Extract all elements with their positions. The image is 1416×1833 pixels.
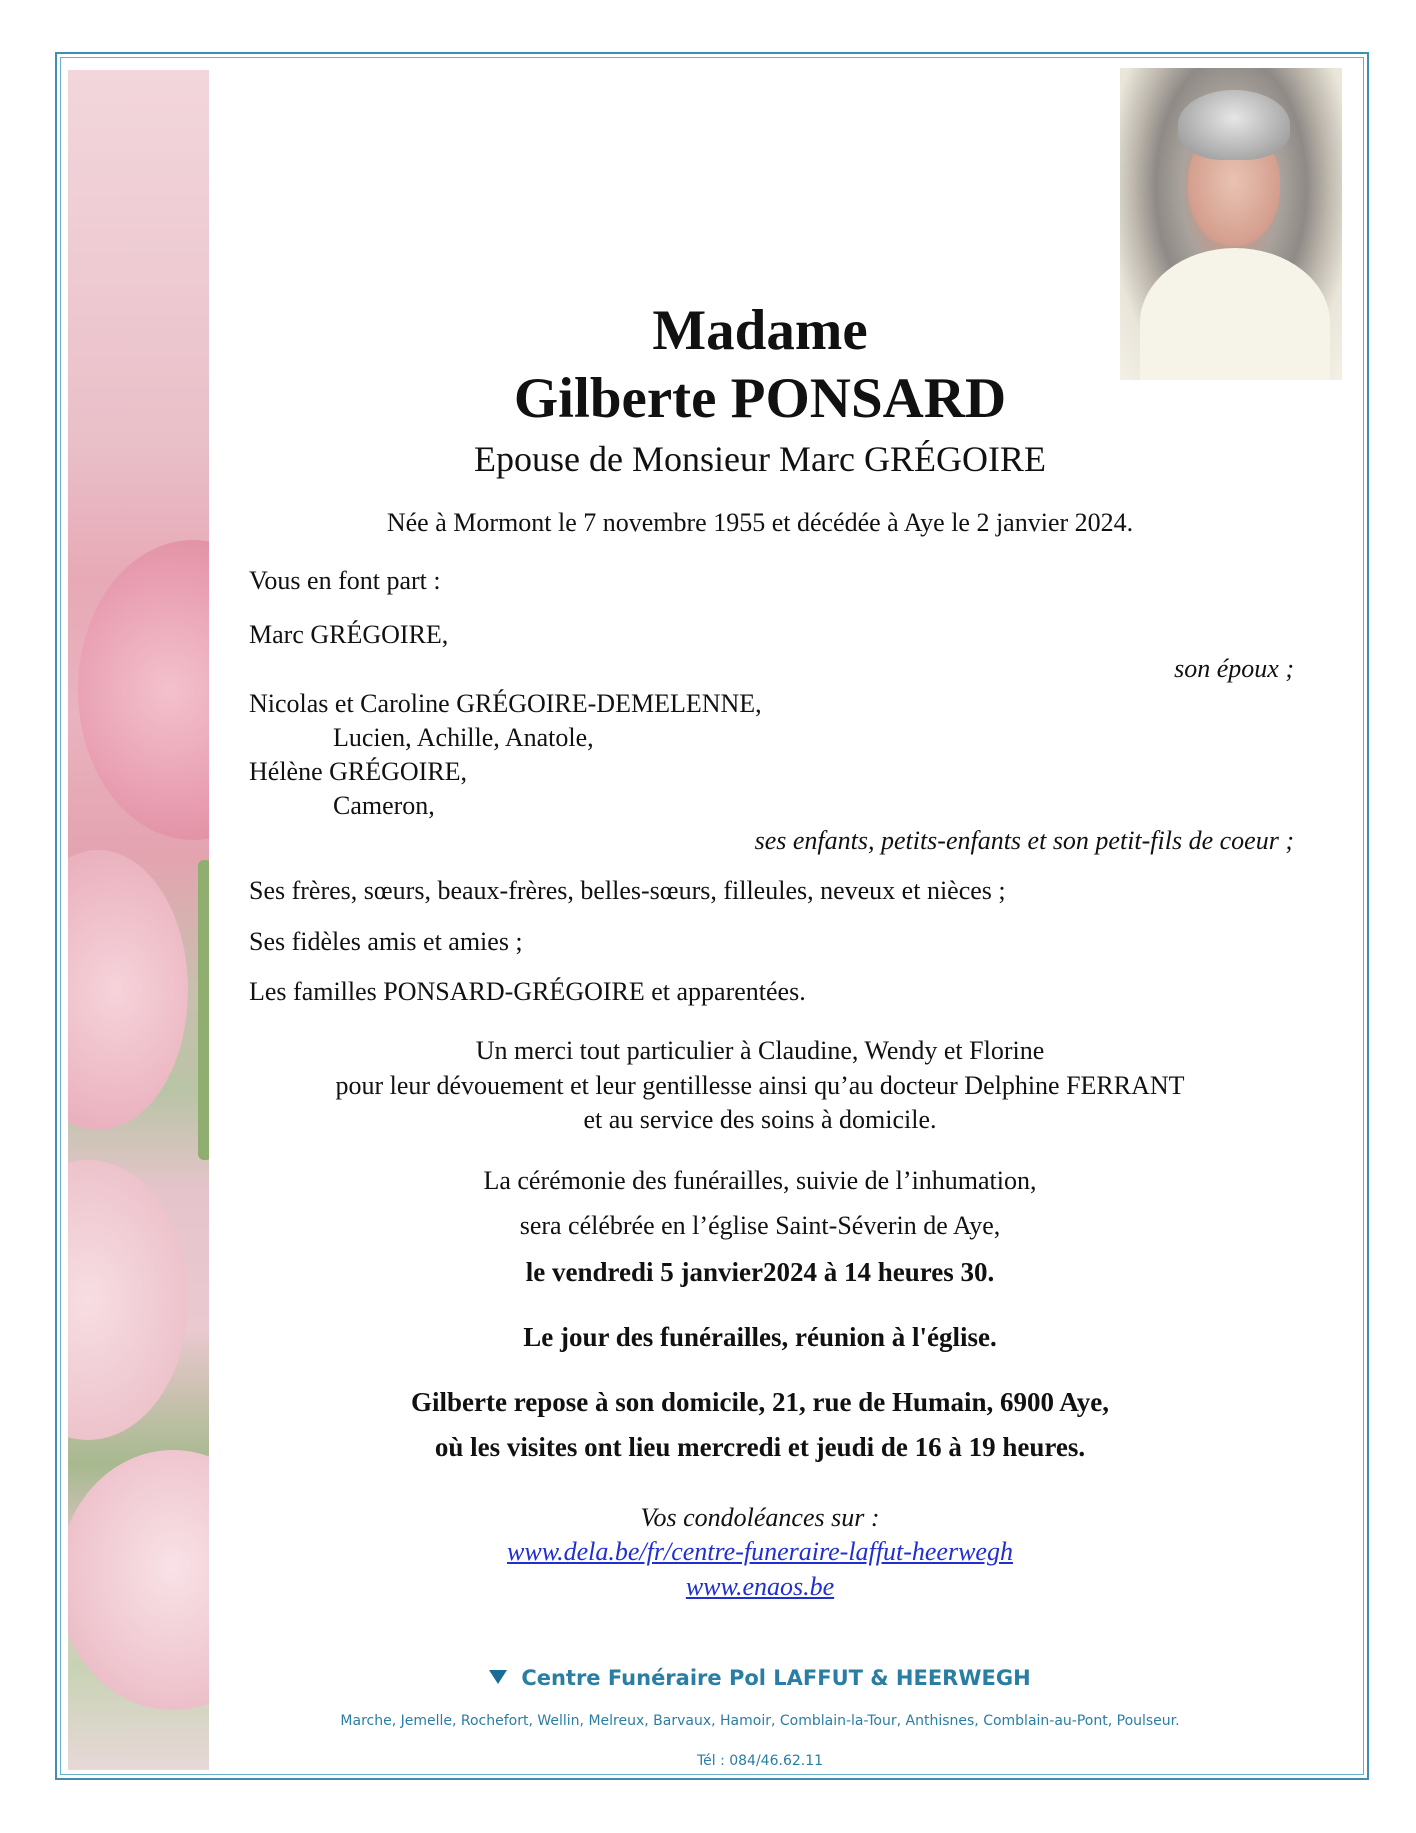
flower-decoration-strip	[68, 70, 209, 1770]
rest-line: Gilberte repose à son domicile, 21, rue de Humain, 6900 Aye,	[411, 1387, 1109, 1417]
funeral-home-name: Centre Funéraire Pol LAFFUT & HEERWEGH	[521, 1666, 1031, 1690]
birth-death-line: Née à Mormont le 7 novembre 1955 et décédée à Aye le 2 janvier 2024.	[386, 508, 1134, 537]
siblings-line: Ses frères, sœurs, beaux-frères, belles-sœurs, filleules, neveux et nièces ;	[249, 876, 1006, 905]
condolences-link-dela[interactable]: www.dela.be/fr/centre-funeraire-laffut-heerwegh	[507, 1537, 1013, 1566]
meeting-line: Le jour des funérailles, réunion à l'église.	[523, 1322, 997, 1352]
triangle-down-icon	[489, 1670, 507, 1684]
announcement-intro: Vous en font part :	[249, 566, 441, 595]
child-line: Hélène GRÉGOIRE,	[249, 757, 468, 786]
friends-line: Ses fidèles amis et amies ;	[249, 927, 523, 956]
thanks-line: pour leur dévouement et leur gentillesse ainsi qu’au docteur Delphine FERRANT	[335, 1071, 1185, 1100]
visits-line: où les visites ont lieu mercredi et jeudi de 16 à 19 heures.	[434, 1432, 1086, 1462]
child-line: Nicolas et Caroline GRÉGOIRE-DEMELENNE,	[249, 689, 762, 718]
spouse-line: Epouse de Monsieur Marc GRÉGOIRE	[474, 439, 1046, 479]
families-line: Les familles PONSARD-GRÉGOIRE et apparentées.	[249, 977, 806, 1006]
ceremony-line: La cérémonie des funérailles, suivie de l’inhumation,	[483, 1166, 1037, 1195]
husband-name: Marc GRÉGOIRE,	[249, 620, 449, 649]
condolences-label: Vos condoléances sur :	[640, 1503, 880, 1532]
grandchildren-line: Cameron,	[333, 791, 435, 820]
funeral-home-name-row	[215, 1665, 1305, 1691]
deceased-name: Gilberte PONSARD	[513, 367, 1007, 430]
condolences-link-enaos[interactable]: www.enaos.be	[685, 1572, 835, 1601]
ceremony-date: le vendredi 5 janvier2024 à 14 heures 30.	[525, 1257, 995, 1287]
funeral-home-phone: Tél : 084/46.62.11	[696, 1753, 824, 1769]
funeral-home-towns: Marche, Jemelle, Rochefort, Wellin, Melreux, Barvaux, Hamoir, Comblain-la-Tour, Anthisnes, Comblain-au-Pont, Poulseur.	[340, 1713, 1180, 1729]
title-madame: Madame	[652, 299, 868, 362]
children-relation: ses enfants, petits-enfants et son petit-fils de coeur ;	[754, 826, 1294, 855]
grandchildren-line: Lucien, Achille, Anatole,	[333, 723, 594, 752]
thanks-line: et au service des soins à domicile.	[583, 1105, 937, 1134]
ceremony-line: sera célébrée en l’église Saint-Séverin de Aye,	[519, 1211, 1001, 1240]
thanks-line: Un merci tout particulier à Claudine, Wendy et Florine	[475, 1036, 1045, 1065]
husband-relation: son époux ;	[1174, 654, 1294, 683]
